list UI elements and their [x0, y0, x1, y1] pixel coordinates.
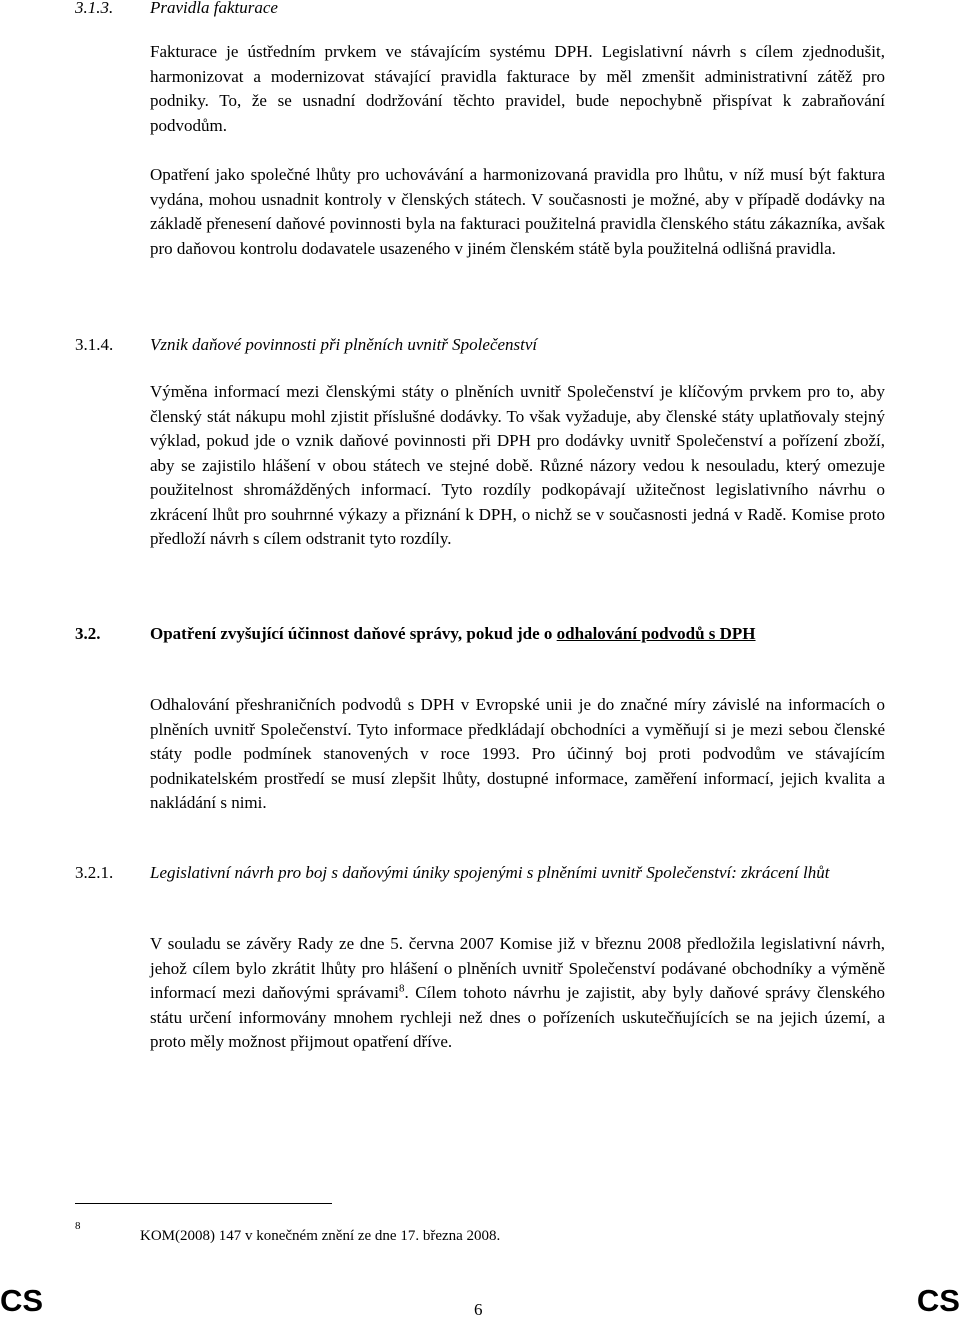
paragraph-legislative-proposal-text-a: V souladu se závěry Rady ze dne 5. června 2007 Komise již v březnu 2008 předložila legislativní návrh, jehož cílem bylo zkrátit lhůty pro hlášení o plněních uvnitř Společenství podávané obchodníky a výměně informací mezi daňovými správami: [150, 934, 885, 1002]
paragraph-invoicing-measures: Opatření jako společné lhůty pro uchovávání a harmonizovaná pravidla pro lhůtu, v níž musí být faktura vydána, mohou usnadnit kontroly v členských státech. V současnosti je možné, aby v případě dodávky na základě přenesení daňové povinnosti byla na fakturaci použitelná pravidla členského státu zákazníka, avšak pro daňovou kontrolu dodavatele usazeného v jiném členském státě byla použitelná odlišná pravidla.: [150, 165, 885, 258]
section-number-3-2: 3.2.: [75, 624, 101, 643]
language-code-right: CS: [916, 1283, 960, 1318]
paragraph-fraud-detection: Odhalování přeshraničních podvodů s DPH v Evropské unii je do značné míry závislé na informacích o plněních uvnitř Společenství. Tyto informace předkládají obchodníci a vyměňují si je mezi sebou členské státy podle podmínek stanovených v roce 1993. Pro účinný boj proti podvodům ve stávajícím podnikatelském prostředí se musí zlepšit lhůty, dostupné informace, zaměření informací, jejich kvalita a nakládání s nimi.: [150, 695, 885, 812]
section-number-3-1-3: 3.1.3.: [75, 0, 114, 17]
paragraph-invoicing-intro: Fakturace je ústředním prvkem ve stávajícím systému DPH. Legislativní návrh s cílem zjednodušit, harmonizovat a modernizovat stávající pravidla fakturace by měl zmenšit administrativní zátěž pro podniky. To, že se usnadní dodržování těchto pravidel, bude nepochybně přispívat k zabraňování podvodům.: [150, 42, 885, 135]
paragraph-tax-liability: Výměna informací mezi členskými státy o plněních uvnitř Společenství je klíčovým prvkem pro to, aby členský stát nákupu mohl zjistit příslušné dodávky. To však vyžaduje, aby členské státy uplatňovaly stejný výklad, pokud jde o vznik daňové povinnosti při DPH pro dodávky uvnitř Společenství a pořízení zboží, aby se zajistilo hlášení v obou státech ve stejné době. Různé názory vedou k nesouladu, který omezuje použitelnost shromážděných informací. Tyto rozdíly podkopávají užitečnost legislativního návrhu o zkrácení lhůt pro souhrnné výkazy a přiznání k DPH, o nichž se v současnosti jedná v Radě. Komise proto předloží návrh s cílem odstranit tyto rozdíly.: [150, 382, 885, 548]
section-number-3-1-4: 3.1.4.: [75, 335, 114, 354]
section-title-3-2-underlined: odhalování podvodů s DPH: [556, 624, 756, 643]
paragraph-legislative-proposal-text-b: . Cílem tohoto návrhu je zajistit, aby byly daňové správy členského státu určení informovány mnohem rychleji než dnes o pořízeních uskutečňujících se na jejich území, a proto měly možnost přijmout opatření dříve.: [150, 983, 885, 1051]
footnote-reference: 8: [398, 982, 405, 995]
section-title-3-2-plain: Opatření zvyšující účinnost daňové správy, pokud jde o: [150, 624, 557, 643]
footnote-number: 8: [75, 1220, 81, 1232]
footnote-text: KOM(2008) 147 v konečném znění ze dne 17. března 2008.: [140, 1228, 501, 1244]
section-title-3-1-3: Pravidla fakturace: [150, 0, 278, 17]
section-number-3-2-1: 3.2.1.: [75, 863, 114, 882]
paragraph-legislative-proposal: [150, 932, 885, 1055]
page-number: 6: [474, 1300, 483, 1319]
language-code-left: CS: [0, 1283, 44, 1318]
section-title-3-2: [150, 622, 885, 647]
section-title-3-2-1: Legislativní návrh pro boj s daňovými úniky spojenými s plněními uvnitř Společenství: zkrácení lhůt: [150, 863, 830, 882]
footnote-separator: [75, 1203, 332, 1204]
section-title-3-1-4: Vznik daňové povinnosti při plněních uvnitř Společenství: [150, 335, 538, 354]
